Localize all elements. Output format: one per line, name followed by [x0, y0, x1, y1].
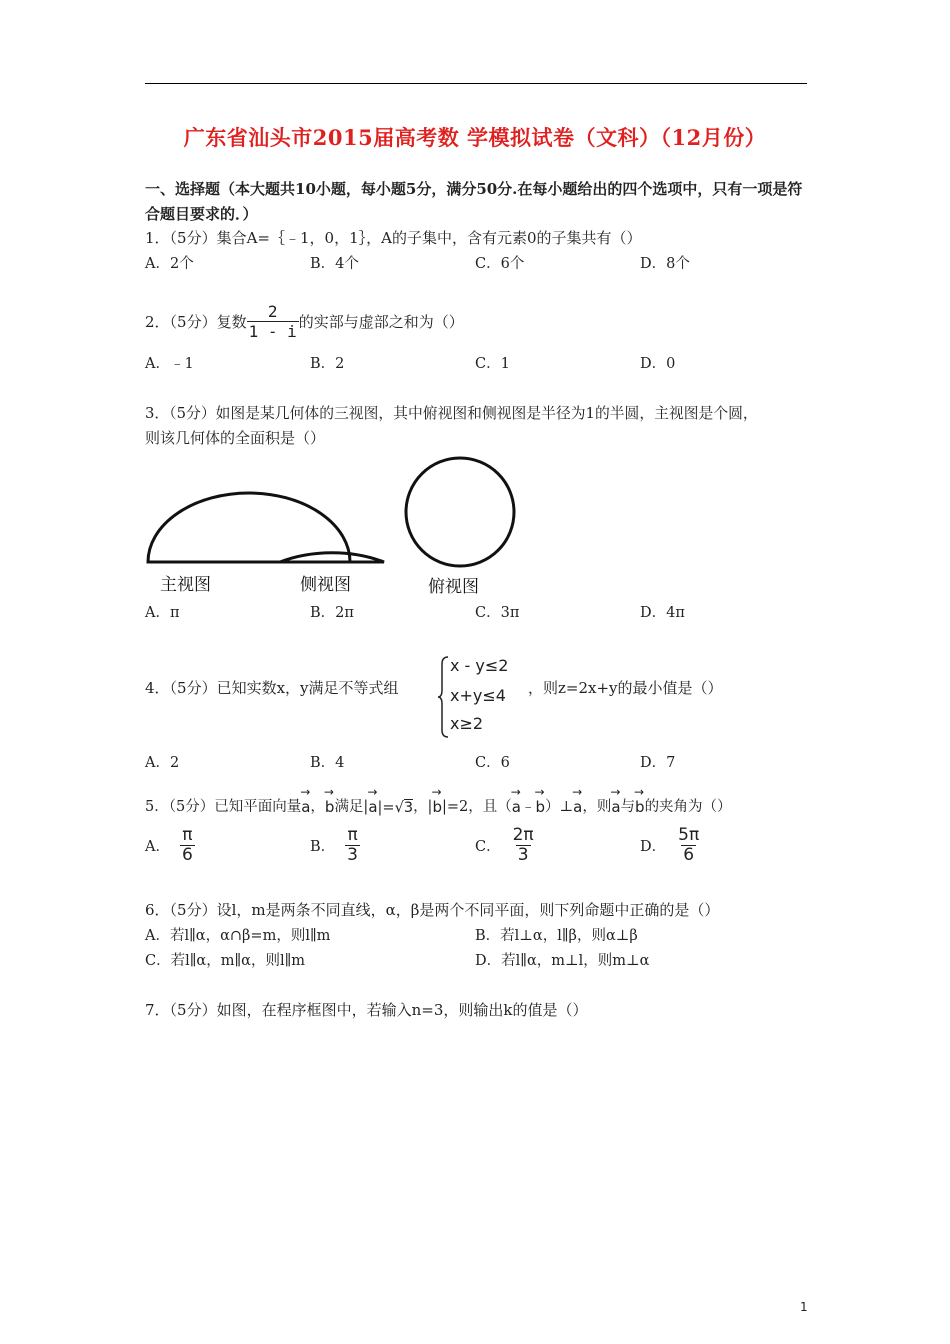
question-3-line-2: 则该几何体的全面积是（） [145, 429, 326, 447]
question-3-line-1: 3．（5分）如图是某几何体的三视图，其中俯视图和侧视图是半径为1的半圆，主视图是个圆， [145, 405, 758, 422]
vector-a: → a [573, 792, 582, 816]
vector-b: → b [325, 792, 335, 816]
question-4-prefix: 4．（5分）已知实数x，y满足不等式组 [145, 679, 399, 697]
option-fraction [511, 826, 536, 865]
page-title: 广东省汕头市2015届高考数 学模拟试卷（文科）（12月份） [183, 125, 767, 150]
front-view-label: 主视图 [160, 575, 211, 595]
side-view-label: 侧视图 [300, 575, 351, 595]
vector-b: → b [432, 792, 442, 816]
inequality-3: x≥2 [450, 714, 484, 733]
top-view-label: 俯视图 [428, 577, 479, 597]
question-2-prefix: 2．（5分）复数 [145, 313, 247, 331]
option-letter: D． [640, 839, 667, 855]
fraction-numerator: π [182, 825, 193, 845]
option-fraction [345, 826, 360, 865]
question-5-text-11: 的夹角为（） [644, 799, 732, 815]
vector-a: → a [611, 792, 620, 816]
option-letter: A． [145, 839, 170, 855]
question-6-stem: 6．（5分）设l，m是两条不同直线，α，β是两个不同平面，则下列命题中正确的是（） [145, 901, 720, 919]
question-2-option-a: A．﹣1 [145, 356, 194, 372]
question-4-option-d: D．7 [640, 755, 676, 771]
side-view-semicircle [280, 553, 384, 562]
question-5-text-8: ）⊥ [544, 799, 574, 815]
fraction-numerator: π [347, 825, 358, 845]
question-5-stem [145, 792, 732, 816]
vector-a: → a [512, 792, 521, 816]
option-fraction [180, 826, 195, 865]
vector-b: → b [535, 792, 545, 816]
fraction-denominator: 6 [683, 845, 695, 865]
fraction-denominator: 6 [181, 845, 193, 865]
left-brace [438, 656, 450, 738]
question-6-option-a: A．若l∥α，α∩β=m，则l∥m [145, 928, 331, 944]
inequality-system [438, 656, 528, 738]
question-4-suffix: ，则z=2x+y的最小值是（） [528, 679, 723, 697]
question-5-option-a [145, 826, 195, 865]
option-fraction [676, 826, 701, 865]
option-letter: C． [475, 839, 501, 855]
question-3-option-b: B．2π [310, 605, 354, 621]
question-4-option-a: A．2 [145, 755, 180, 771]
question-5-option-b [310, 826, 360, 865]
fraction-numerator: 5π [678, 825, 700, 845]
question-5-text-3: 满足| [334, 799, 369, 815]
page-number: 1 [800, 1300, 808, 1314]
question-2-stem [145, 302, 464, 341]
question-6-option-d: D．若l∥α，m⊥l，则m⊥α [475, 953, 650, 969]
question-5-text-2: ， [310, 799, 325, 815]
question-5-text-1: 5．（5分）已知平面向量 [145, 799, 302, 815]
question-2-fraction [247, 302, 299, 341]
question-5-text-5: ，| [413, 799, 433, 815]
question-2-suffix: 的实部与虚部之和为（） [298, 313, 464, 331]
fraction-denominator: 1 - i [248, 322, 297, 341]
inequality-2: x+y≤4 [450, 686, 506, 705]
section-heading: 一、选择题（本大题共10小题，每小题5分，满分50分.在每小题给出的四个选项中，只有一项是符合题目要求的．） [145, 180, 803, 223]
fraction-numerator: 2 [267, 302, 278, 321]
inequality-1: x - y≤2 [450, 656, 509, 675]
question-1-option-c: C．6个 [475, 256, 525, 272]
question-1-stem: 1．（5分）集合A=｛﹣1，0，1｝，A的子集中，含有元素0的子集共有（） [145, 229, 642, 247]
top-view-circle [406, 458, 514, 566]
question-5-option-c [475, 826, 536, 865]
sqrt-radicand: 3 [403, 800, 414, 816]
question-6-option-b: B．若l⊥α，l∥β，则α⊥β [475, 928, 638, 944]
question-6-option-c: C．若l∥α，m∥α，则l∥m [145, 953, 306, 969]
question-7-stem: 7．（5分）如图，在程序框图中，若输入n=3，则输出k的值是（） [145, 1001, 588, 1019]
question-5-text-9: ，则 [582, 799, 612, 815]
option-letter: B． [310, 839, 336, 855]
question-3-option-a: A．π [145, 605, 180, 621]
question-5-text-7: ﹣ [520, 799, 536, 815]
question-5-text-6: |=2，且（ [441, 799, 512, 815]
question-5-option-d [640, 826, 701, 865]
header-rule [145, 83, 807, 84]
question-2-option-b: B．2 [310, 356, 345, 372]
question-1-option-b: B．4个 [310, 256, 359, 272]
question-5-text-4: |= [377, 800, 395, 816]
fraction-denominator: 3 [347, 845, 358, 865]
question-3-option-c: C．3π [475, 605, 520, 621]
fraction-numerator: 2π [512, 825, 534, 845]
question-4-option-c: C．6 [475, 755, 510, 771]
vector-a: → a [301, 792, 310, 816]
fraction-denominator: 3 [517, 845, 529, 865]
question-2-option-d: D．0 [640, 356, 676, 372]
question-1-option-d: D．8个 [640, 256, 690, 272]
sqrt-symbol: √3 [394, 800, 414, 816]
question-5-text-10: 与 [620, 799, 636, 815]
vector-b: → b [635, 792, 645, 816]
vector-a: → a [368, 792, 377, 816]
question-1-option-a: A．2个 [145, 256, 194, 272]
question-3-option-d: D．4π [640, 605, 685, 621]
question-4-option-b: B．4 [310, 755, 345, 771]
question-2-option-c: C．1 [475, 356, 510, 372]
front-view-semicircle [148, 493, 350, 562]
